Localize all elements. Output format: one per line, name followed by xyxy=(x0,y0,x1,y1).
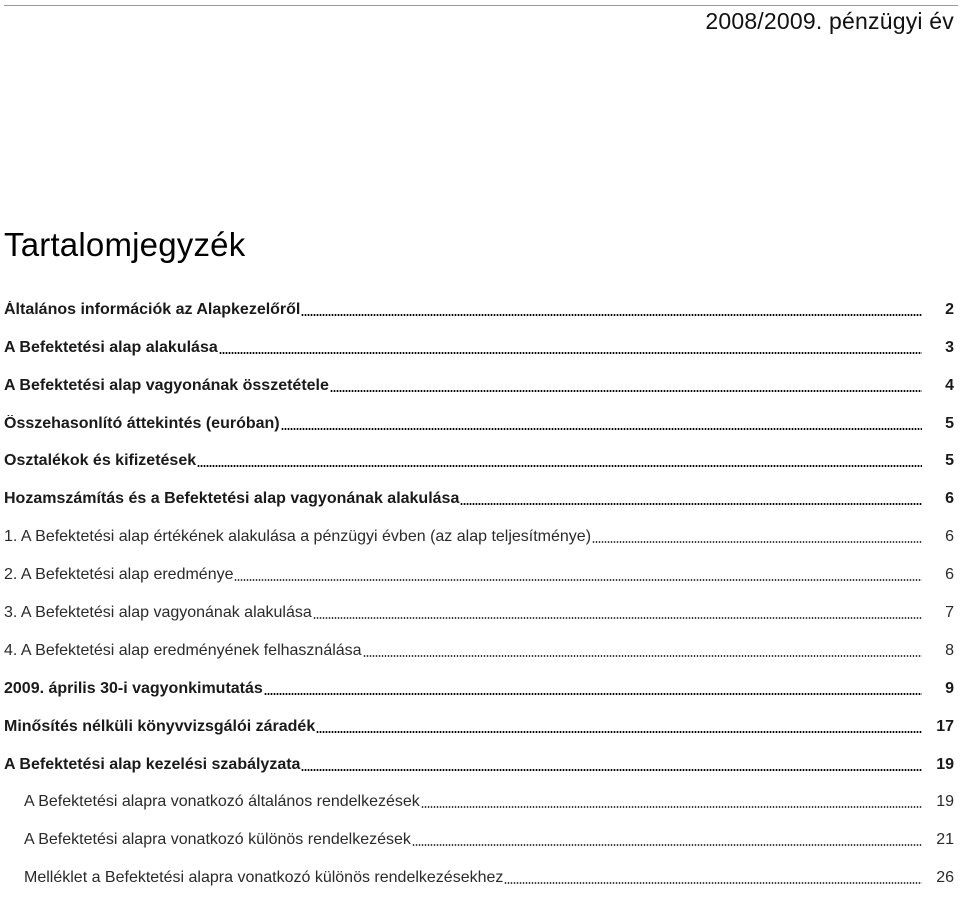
dot-leader xyxy=(363,655,922,657)
toc-entry[interactable] xyxy=(0,484,960,522)
toc-entry-text xyxy=(24,869,922,887)
toc-entry-title: A Befektetési alap alakulása xyxy=(4,338,218,356)
toc-entry[interactable] xyxy=(0,750,960,788)
dot-leader xyxy=(197,465,922,467)
dot-leader xyxy=(316,731,922,733)
dot-leader xyxy=(330,390,922,392)
toc-entry[interactable] xyxy=(0,295,960,333)
dot-leader xyxy=(313,617,922,619)
toc-entry-page-number: 8 xyxy=(945,641,954,659)
toc-entry[interactable] xyxy=(0,788,960,826)
toc-entry-title: A Befektetési alapra vonatkozó különös rendelkezések xyxy=(24,831,411,849)
toc-entry-text xyxy=(4,604,922,622)
toc-entry[interactable] xyxy=(0,333,960,371)
toc-entry[interactable] xyxy=(0,674,960,712)
toc-entry-title: 3. A Befektetési alap vagyonának alakulása xyxy=(4,604,312,622)
toc-entry-page-number: 2 xyxy=(945,300,954,318)
toc-entry-text xyxy=(4,452,922,470)
toc-entry[interactable] xyxy=(0,825,960,863)
dot-leader xyxy=(264,693,922,695)
toc-entry-text xyxy=(4,680,922,698)
toc-entry-title: 2. A Befektetési alap eredménye xyxy=(4,566,234,584)
toc-entry-text xyxy=(4,566,922,584)
toc-entry-page-number: 3 xyxy=(945,338,954,356)
dot-leader xyxy=(460,503,922,505)
toc-entry-page-number: 5 xyxy=(945,452,954,470)
dot-leader xyxy=(234,579,922,581)
toc-entry-title: Összehasonlító áttekintés (euróban) xyxy=(4,414,280,432)
toc-entry-title: 2009. április 30-i vagyonkimutatás xyxy=(4,679,263,697)
toc-entry-page-number: 17 xyxy=(936,717,954,735)
toc-entry[interactable] xyxy=(0,636,960,674)
toc-entry-title: A Befektetési alap vagyonának összetétele xyxy=(4,376,329,394)
toc-entry-text xyxy=(4,756,922,774)
toc-entry-title: Osztalékok és kifizetések xyxy=(4,452,197,470)
toc-entry[interactable] xyxy=(0,598,960,636)
toc-entry-text xyxy=(4,642,922,660)
dot-leader xyxy=(301,769,922,771)
toc-entry-title: A Befektetési alap kezelési szabályzata xyxy=(4,755,301,773)
toc-entry-title: 1. A Befektetési alap értékének alakulása a pénzügyi évben (az alap teljesítménye) xyxy=(4,528,592,546)
toc-entry-text xyxy=(24,831,922,849)
toc-entry-page-number: 6 xyxy=(945,566,954,584)
toc-heading: Tartalomjegyzék xyxy=(4,226,246,263)
dot-leader xyxy=(219,352,922,354)
toc-entry-page-number: 7 xyxy=(945,604,954,622)
toc-entry-title: Melléklet a Befektetési alapra vonatkozó különös rendelkezésekhez xyxy=(24,869,504,887)
toc-entry-page-number: 26 xyxy=(936,869,954,887)
toc-entry-text xyxy=(24,793,922,811)
toc-entry[interactable] xyxy=(0,522,960,560)
toc-entry-text xyxy=(4,377,922,395)
toc-entry[interactable] xyxy=(0,712,960,750)
dot-leader xyxy=(504,882,922,884)
toc-entry-text xyxy=(4,490,922,508)
toc-entry[interactable] xyxy=(0,560,960,598)
toc-entry[interactable] xyxy=(0,371,960,409)
toc-entry-title: A Befektetési alapra vonatkozó általános rendelkezések xyxy=(24,793,420,811)
toc-entry-title: Hozamszámítás és a Befektetési alap vagyonának alakulása xyxy=(4,490,460,508)
dot-leader xyxy=(301,314,922,316)
toc-entry-text xyxy=(4,415,922,433)
toc-entry-page-number: 9 xyxy=(945,679,954,697)
dot-leader xyxy=(421,806,922,808)
toc-entry-page-number: 21 xyxy=(936,831,954,849)
toc-entry-text xyxy=(4,301,922,319)
toc-entry-text xyxy=(4,339,922,357)
toc-entry-page-number: 5 xyxy=(945,414,954,432)
toc-entry[interactable] xyxy=(0,447,960,485)
toc-entry[interactable] xyxy=(0,863,960,901)
dot-leader xyxy=(281,428,922,430)
toc-list xyxy=(0,295,960,901)
toc-entry-page-number: 6 xyxy=(945,528,954,546)
toc-entry-page-number: 19 xyxy=(936,793,954,811)
toc-entry-title: Minősítés nélküli könyvvizsgálói záradék xyxy=(4,717,316,735)
toc-entry-text xyxy=(4,528,922,546)
toc-entry-title: Általános információk az Alapkezelőről xyxy=(4,300,301,318)
fiscal-year-header: 2008/2009. pénzügyi év xyxy=(705,8,954,34)
dot-leader xyxy=(592,541,922,543)
toc-entry-page-number: 19 xyxy=(936,755,954,773)
toc-entry[interactable] xyxy=(0,409,960,447)
toc-entry-text xyxy=(4,718,922,736)
toc-entry-title: 4. A Befektetési alap eredményének felhasználása xyxy=(4,641,362,659)
toc-entry-page-number: 6 xyxy=(945,490,954,508)
toc-entry-page-number: 4 xyxy=(945,376,954,394)
dot-leader xyxy=(412,844,922,846)
header-rule xyxy=(4,5,958,6)
